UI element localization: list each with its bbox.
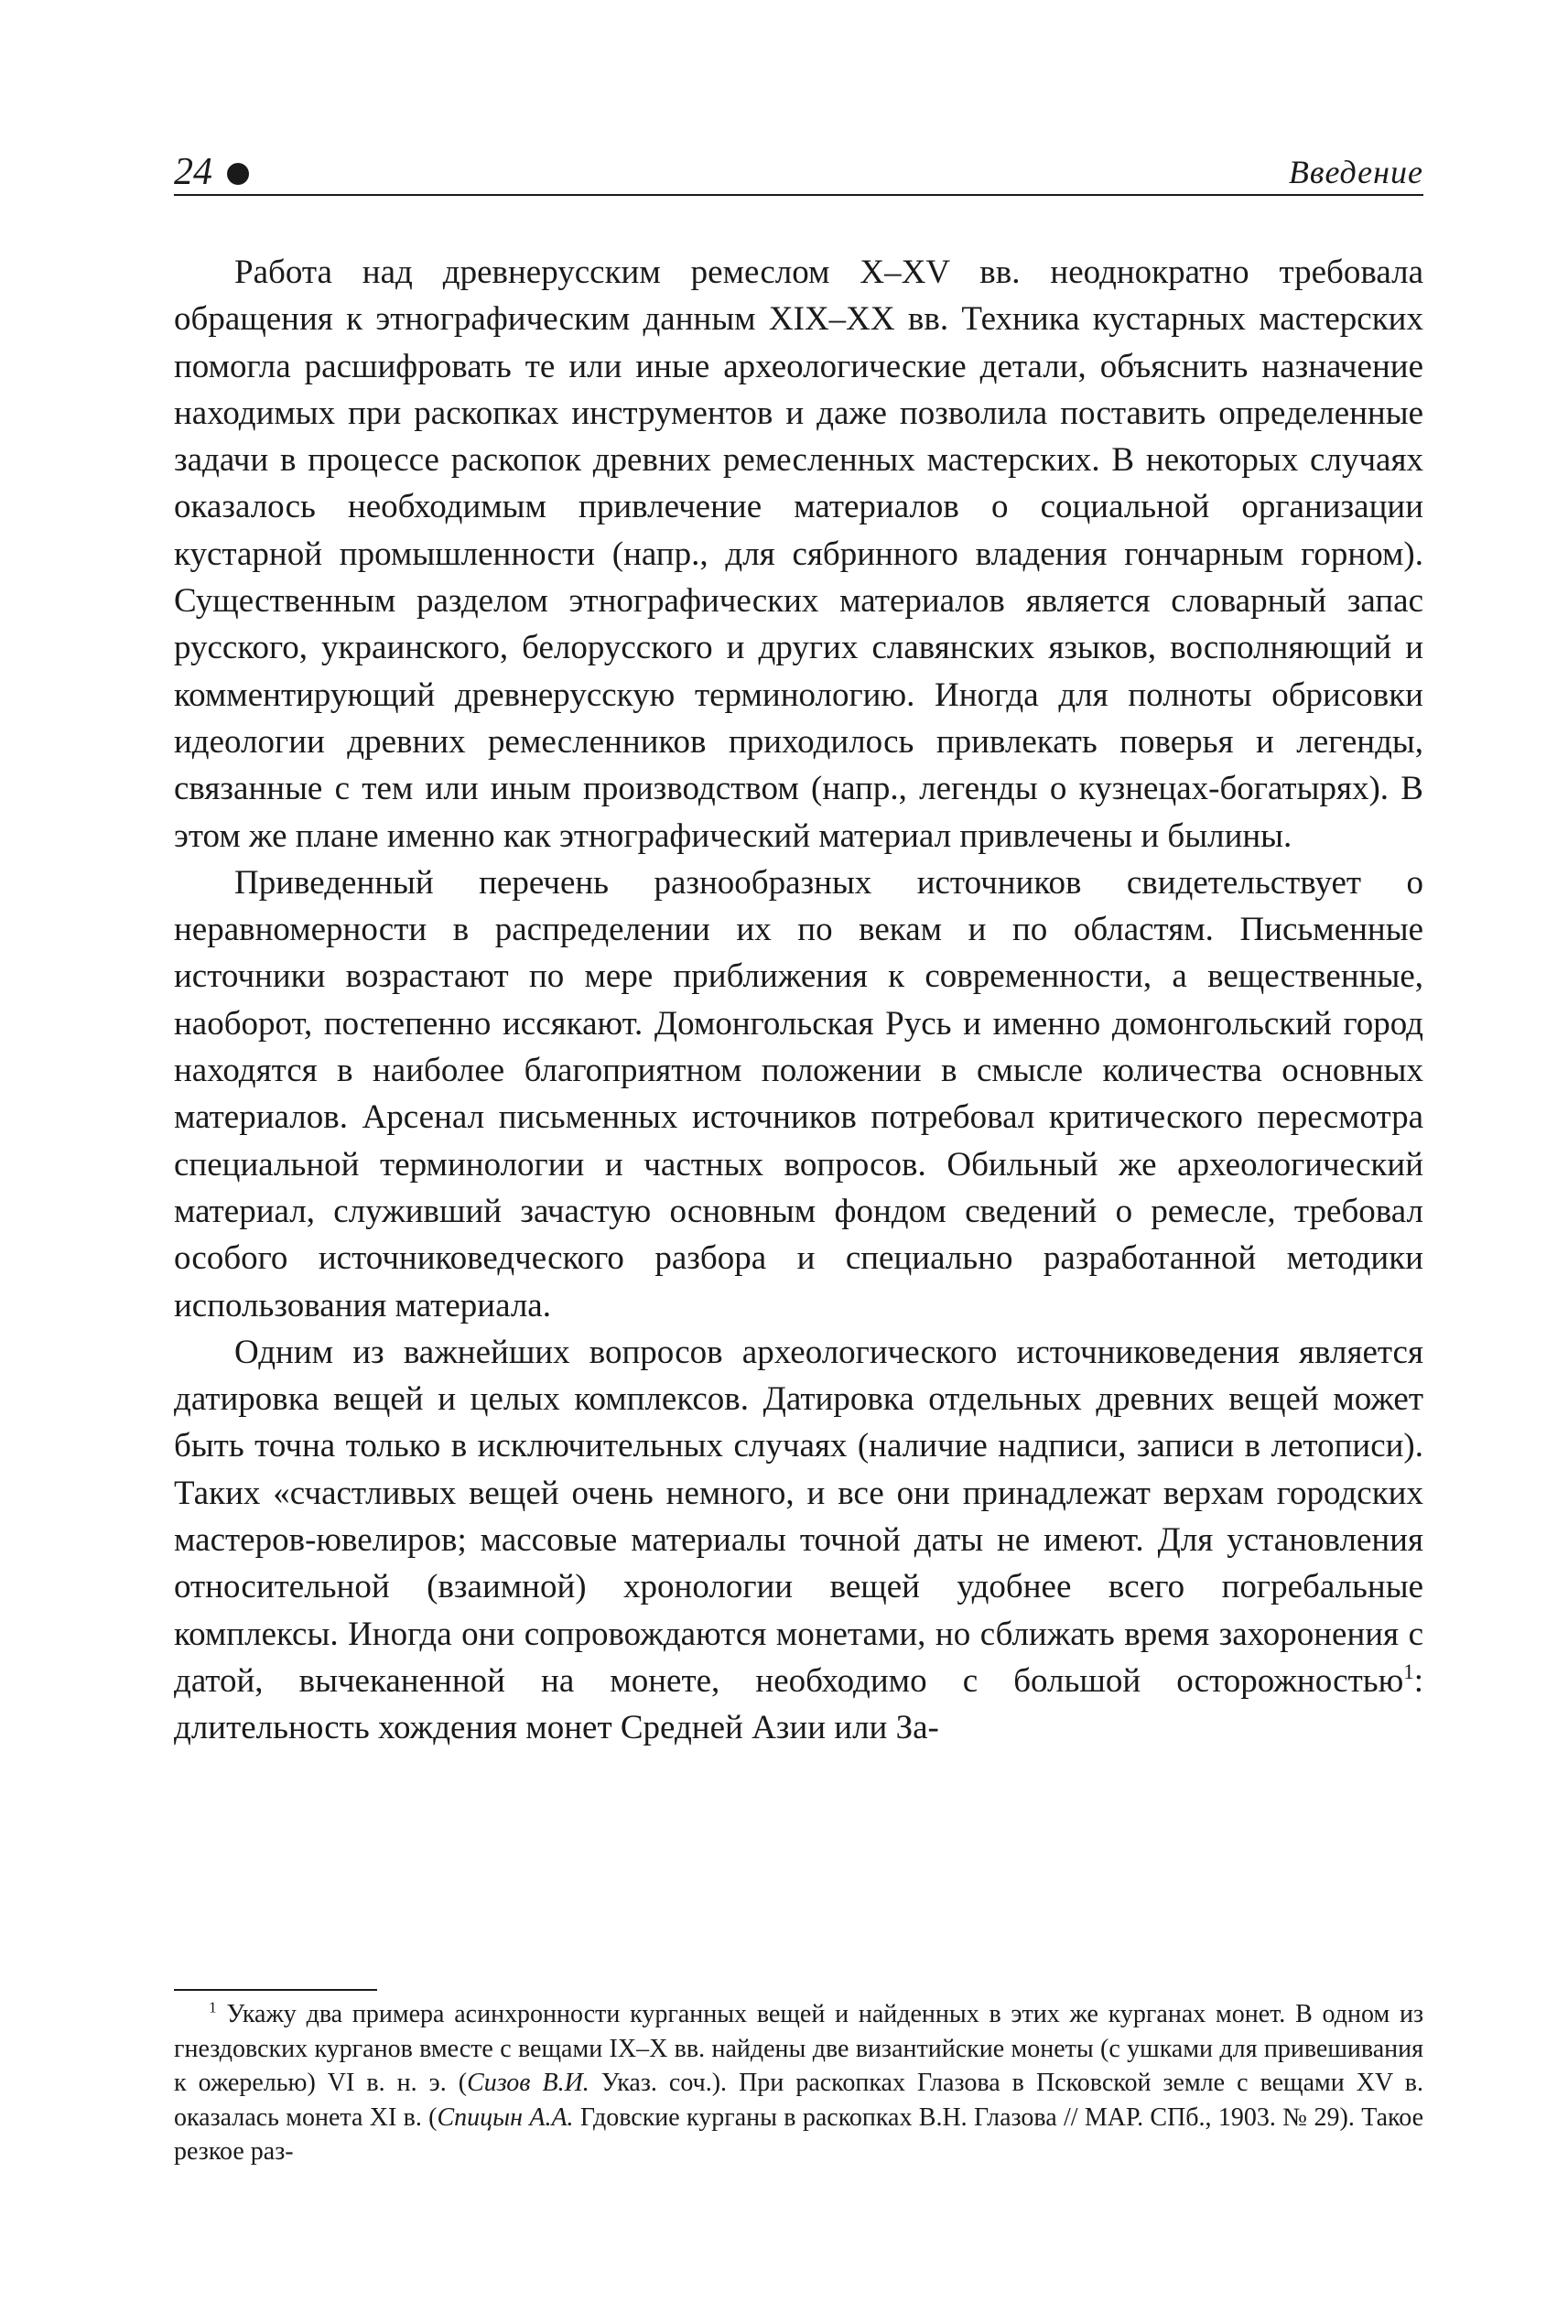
footnote	[174, 1997, 1423, 2169]
paragraph-3-text: Одним из важнейших вопросов археологического источниковедения является датировка вещей и целых комплексов. Датировка отдельных древних вещей может быть точна только в исключительных случаях (наличие надписи, записи в летописи). Таких «счастливых вещей очень немного, и все они принадлежат верхам городских мастеров-ювелиров; массовые материалы точной даты не имеют. Для установления относительной (взаимной) хронологии вещей удобнее всего погребальные комплексы. Иногда они сопровождаются монетами, но сближать время захоронения с датой, вычеканенной на монете, необходимо с большой осторожностью	[174, 1333, 1423, 1700]
running-head: Введение	[1288, 154, 1423, 190]
page-number: 24	[174, 151, 212, 193]
paragraph-1: Работа над древнерусским ремеслом X–XV вв. неоднократно требовала обращения к этнографическим данным XIX–XX вв. Техника кустарных мастерских помогла расшифровать те или иные археологические детали, объяснить назначение находимых при раскопках инструментов и даже позволила поставить определенные задачи в процессе раскопок древних ремесленных мастерских. В некоторых случаях оказалось необходимым привлечение материалов о социальной организации кустарной промышленности (напр., для сябринного владения гончарным горном). Существенным разделом этнографических материалов является словарный запас русского, украинского, белорусского и других славянских языков, восполняющий и комментирующий древнерусскую терминологию. Иногда для полноты обрисовки идеологии древних ремесленников приходилось привлекать поверья и легенды, связанные с тем или иным производством (напр., легенды о кузнецах-богатырях). В этом же плане именно как этнографический материал привлечены и былины.	[174, 254, 1423, 855]
paragraph-2: Приведенный перечень разнообразных источников свидетельствует о неравномерности в распределении их по векам и по областям. Письменные источники возрастают по мере приближения к современности, а вещественные, наоборот, постепенно иссякают. Домонгольская Русь и именно домонгольский город находятся в наиболее благоприятном положении в смысле количества основных материалов. Арсенал письменных источников потребовал критического пересмотра специальной терминологии и частных вопросов. Обильный же археологический материал, служивший зачастую основным фондом сведений о ремесле, требовал особого источниковедческого разбора и специально разработанной методики использования материала.	[174, 863, 1423, 1324]
page-header	[174, 145, 1423, 200]
footnote-marker: 1	[209, 1998, 217, 2016]
footnote-part-3: Гдовские курганы в раскопках В.Н. Глазова // МАР. СПб., 1903. № 29). Такое резкое раз-	[174, 2102, 1423, 2166]
footnote-part-2: Указ. соч.). При раскопках Глазова в Псковской земле с вещами XV в. оказалась монета XI в. (	[174, 2069, 1423, 2132]
paragraph-3-continuation: : длительность хождения монет Средней Азии или За-	[174, 1661, 1423, 1747]
body-text	[174, 249, 1423, 1752]
footnote-text	[174, 1997, 1423, 2169]
footnote-reference: 1	[1403, 1659, 1414, 1683]
footnote-rule	[174, 1989, 377, 1991]
footnote-author-spitsyn: Спицын А.А.	[437, 2102, 574, 2132]
paragraph-3	[174, 1329, 1423, 1752]
footnote-author-sizov: Сизов В.И.	[467, 2069, 589, 2097]
footnote-part-1: Укажу два примера асинхронности курганных вещей и найденных в этих же курганах монет. В одном из гнездовских курганов вместе с вещами IX–X вв. найдены две византийские монеты (с ушками для привешивания к ожерелью) VI в. н. э. (	[174, 2000, 1423, 2097]
bullet-dot-icon	[227, 163, 249, 185]
header-rule	[174, 194, 1423, 196]
